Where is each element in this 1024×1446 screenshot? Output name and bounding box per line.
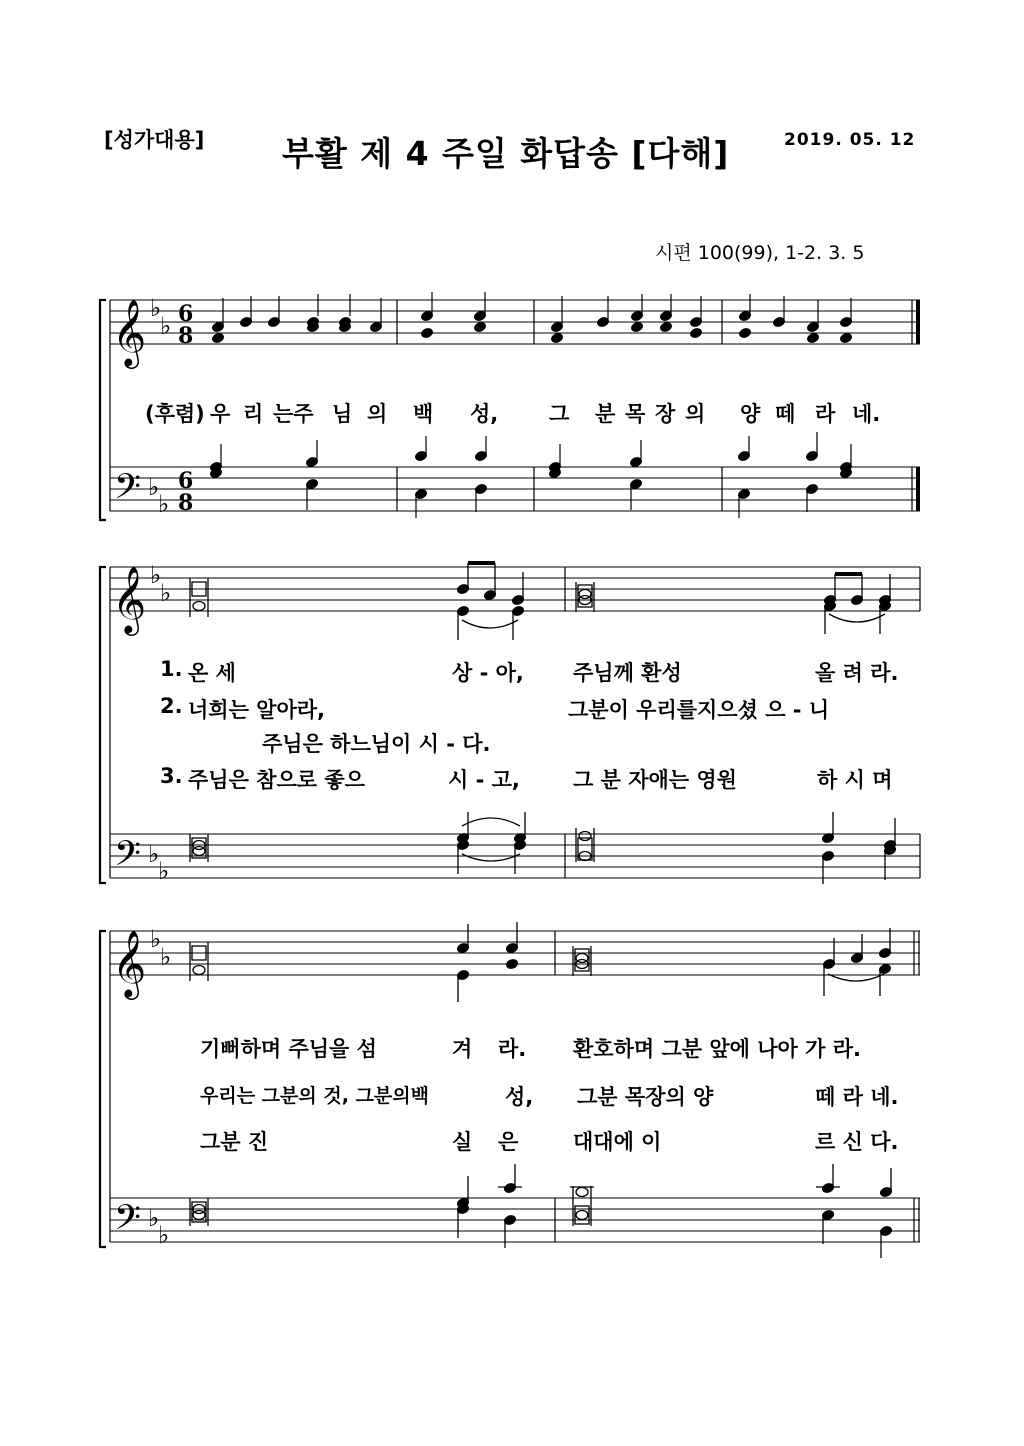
lyric-syllable: 장: [655, 402, 676, 426]
lyric-syllable: 목: [625, 402, 646, 426]
lyric-segment: 기뻐하며 주님을 섬: [200, 1037, 377, 1061]
category-label: [성가대용]: [104, 128, 205, 152]
lyric-segment: 라.: [498, 1037, 527, 1061]
lyric-syllable: 그: [549, 402, 570, 426]
flat-icon: ♭: [148, 473, 160, 501]
lyric-segment: 올 려 라.: [815, 661, 899, 685]
date-label: 2019. 05. 12: [784, 130, 916, 150]
lyric-segment: 우리는 그분의 것, 그분의백: [200, 1085, 429, 1107]
lyric-syllable: 양: [740, 402, 761, 426]
lyric-segment: 상 - 아,: [452, 661, 524, 685]
lyric-segment: 그분 목장의 양: [577, 1085, 714, 1109]
verse-number: 3.: [160, 764, 183, 788]
lyric-segment: 그 분 자애는 영원: [573, 768, 737, 792]
lyric-segment: 그분 진: [200, 1130, 269, 1154]
flat-icon: ♭: [160, 943, 172, 971]
verse-number: 2.: [160, 694, 183, 718]
lyric-syllable: 는주: [273, 402, 314, 426]
flat-icon: ♭: [160, 312, 172, 340]
verse-b-notes: [190, 922, 893, 1258]
flat-icon: ♭: [158, 857, 170, 885]
lyric-segment: 그분이 우리를지으셨 으 - 니: [568, 698, 830, 722]
bass-clef-icon: 𝄢: [114, 833, 142, 882]
lyric-segment: 주님은 하느님이 시 - 다.: [262, 732, 491, 756]
time-sig-lower: 8: [178, 490, 194, 516]
lyric-syllable: 네.: [852, 402, 881, 426]
bass-clef-icon: 𝄢: [114, 1197, 142, 1246]
lyric-syllable: 우: [210, 402, 231, 426]
flat-icon: ♭: [148, 1204, 160, 1232]
flat-icon: ♭: [158, 1221, 170, 1249]
lyric-segment: 온 세: [188, 661, 236, 685]
lyric-segment: 성,: [505, 1085, 534, 1109]
treble-clef-icon: 𝄞: [112, 565, 147, 633]
lyric-syllable: 라: [815, 402, 836, 426]
treble-clef-icon: 𝄞: [112, 929, 147, 997]
psalm-reference: 시편 100(99), 1-2. 3. 5: [655, 242, 865, 264]
lyric-syllable: 리: [243, 402, 264, 426]
lyric-segment: 실: [452, 1130, 473, 1154]
treble-clef-icon: 𝄞: [112, 298, 147, 366]
flat-icon: ♭: [158, 490, 170, 518]
flat-icon: ♭: [150, 561, 162, 589]
lyric-segment: 떼 라 네.: [815, 1085, 899, 1109]
flat-icon: ♭: [150, 925, 162, 953]
lyric-syllable: 의: [685, 402, 706, 426]
verse-number: 1.: [160, 657, 183, 681]
lyric-segment: 하 시 며: [817, 768, 893, 792]
lyric-segment: 대대에 이: [573, 1130, 662, 1154]
lyric-syllable: 님: [332, 402, 353, 426]
refrain-bass-notes: [209, 432, 852, 518]
system-refrain: [100, 300, 920, 520]
flat-icon: ♭: [160, 579, 172, 607]
lyric-syllable: 떼: [775, 402, 796, 426]
flat-icon: ♭: [148, 840, 160, 868]
system-verse-b: [100, 931, 920, 1247]
lyric-segment: 르 신 다.: [815, 1130, 899, 1154]
lyric-segment: 은: [498, 1130, 519, 1154]
bass-clef-icon: 𝄢: [114, 466, 142, 515]
time-sig-upper: 6: [178, 468, 194, 494]
flat-icon: ♭: [150, 294, 162, 322]
lyric-segment: 주님께 환성: [573, 661, 682, 685]
lyric-segment: 주님은 참으로 좋으: [188, 768, 365, 792]
lyric-segment: 겨: [452, 1037, 473, 1061]
lyric-segment: 환호하며 그분 앞에 나아 가 라.: [573, 1037, 861, 1061]
time-sig-upper: 6: [178, 301, 194, 327]
page-title: 부활 제 4 주일 화답송 [다해]: [282, 134, 730, 173]
lyric-syllable: 분: [595, 402, 616, 426]
refrain-label: (후렴): [145, 402, 205, 426]
system-verse-a: [100, 567, 920, 883]
lyric-syllable: 백: [413, 402, 434, 426]
time-sig-lower: 8: [178, 323, 194, 349]
lyric-syllable: 성,: [470, 402, 499, 426]
lyric-segment: 시 - 고,: [448, 768, 520, 792]
lyric-segment: 너희는 알아라,: [188, 698, 326, 722]
lyric-syllable: 의: [367, 402, 388, 426]
